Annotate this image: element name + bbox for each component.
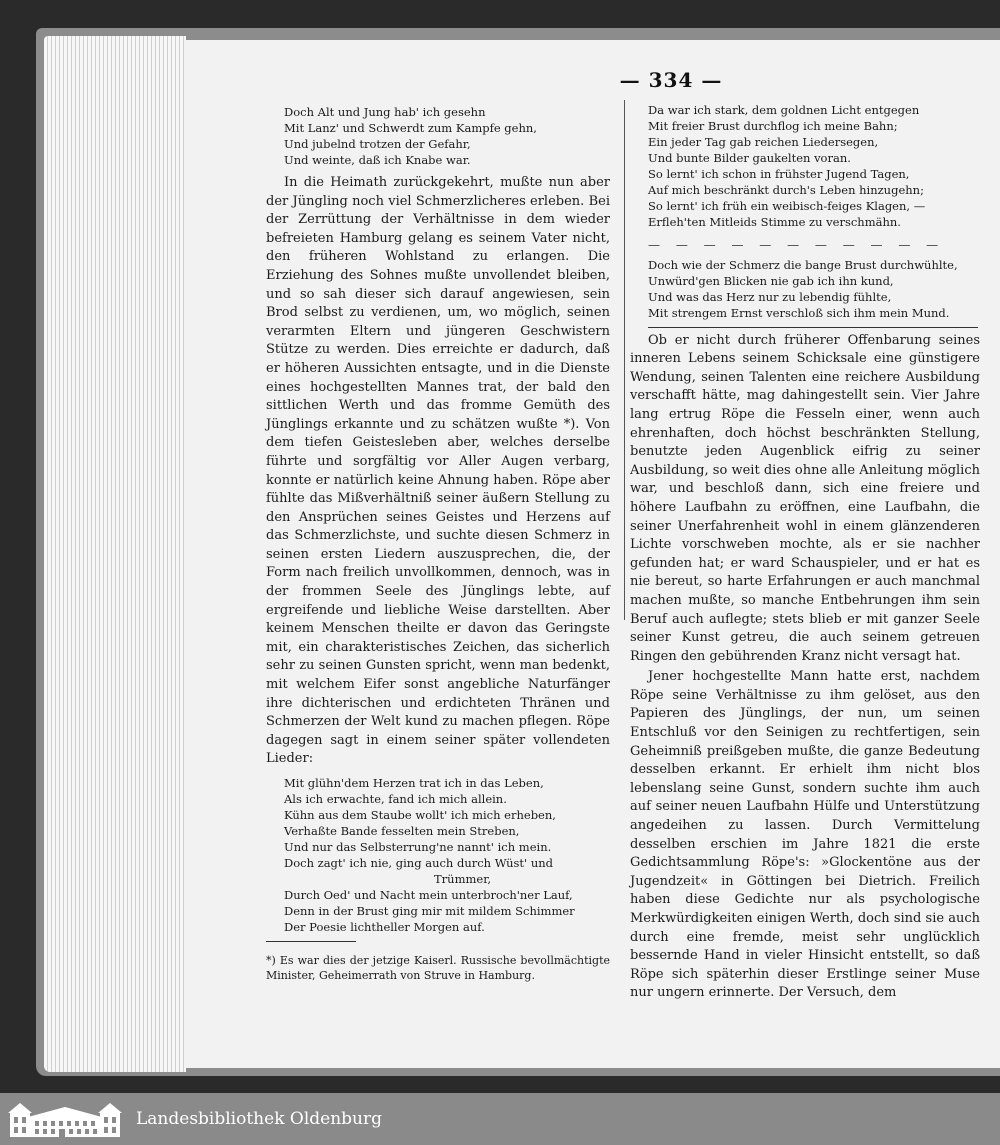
verse-rule — [648, 327, 978, 328]
verse-line: Und jubelnd trotzen der Gefahr, — [284, 137, 471, 151]
verse-line: Als ich erwachte, fand ich mich allein. — [284, 792, 507, 806]
verse-line: Doch wie der Schmerz die bange Brust durchwühlte, — [648, 257, 958, 272]
verse-line: Denn in der Brust ging mir mit mildem Schimmer — [284, 904, 575, 918]
verse-line: Da war ich stark, dem goldnen Licht entgegen — [648, 103, 920, 117]
verse-line: Und bunte Bilder gaukelten voran. — [648, 151, 851, 165]
verse-line: So lernt' ich schon in frühster Jugend Tagen, — [648, 167, 910, 181]
verse-line: Und nur das Selbsterrung'ne nannt' ich mein. — [284, 840, 552, 854]
verse-line: Mit strengem Ernst verschloß sich ihm mein Mund. — [648, 305, 950, 320]
verse-line: Durch Oed' und Nacht mein unterbroch'ner Lauf, — [284, 888, 573, 902]
body-paragraph: In die Heimath zurückgekehrt, mußte nun aber der Jüngling noch viel Schmerzlicheres erleben. Bei der Zerrüttung der Verhältnisse in dem wieder befreieten Hamburg gelang es seinem Vater nicht, den früheren Wohlstand zu erlangen. Die Erziehung des Sohnes mußte unvollendet bleiben, und so sah dieser sich darauf angewiesen, sein Brod selbst zu verdienen, um, wo möglich, seinen verarmten Eltern und jüngeren Geschwistern Stütze zu werden. Dies erreichte er dadurch, daß er höheren Aussichten entsagte, und in die Dienste eines hochgestellten Mannes trat, der bald den sittlichen Werth und das fromme Gemüth des Jünglings erkannte und zu schätzen wußte *). Von dem tiefen Geistesleben aber, welches derselbe führte und sorgfältig vor Aller Augen verbarg, konnte er natürlich keine Ahnung haben. Röpe aber fühlte das Mißverhältniß seiner äußern Stellung zu den Ansprüchen seines Geistes und Herzens auf das Schmerzlichste, und suchte diesen Schmerz in seinen ersten Liedern auszusprechen, die, der Form nach freilich unvollkommen, dennoch, was in der frommen Seele des Jünglings lebte, auf ergreifende und liebliche Weise darstellten. Aber keinem Menschen theilte er davon das Geringste mit, ein charakteristisches Zeichen, das sicherlich sehr zu seinen Gunsten spricht, wenn man bedenkt, mit welchem Eifer sonst angebliche Naturfänger ihre dichterischen und erdichteten Thränen und Schmerzen der Welt kund zu machen pflegen. Röpe dagegen sagt in einem seiner später vollendeten Lieder: — [266, 175, 610, 767]
verse-bottom-left — [284, 775, 610, 935]
column-divider — [624, 100, 625, 620]
footnote-separator — [266, 941, 356, 942]
page-number: — 334 — — [619, 68, 723, 92]
verse-line: Mit glühn'dem Herzen trat ich in das Leben, — [284, 776, 544, 790]
footnote: *) Es war dies der jetzige Kaiserl. Russische bevollmächtigte Minister, Geheimerrath von Struve in Hamburg. — [266, 954, 610, 982]
verse-line: So lernt' ich früh ein weibisch-feiges Klagen, — — [648, 199, 926, 213]
library-footer — [0, 1093, 1000, 1145]
verse-line: Mit Lanz' und Schwerdt zum Kampfe gehn, — [284, 121, 537, 135]
library-name: Landesbibliothek Oldenburg — [136, 1109, 383, 1129]
verse-mid-right — [648, 257, 980, 321]
verse-line: Erfleh'ten Mitleids Stimme zu verschmähn. — [648, 215, 901, 229]
body-paragraph: Ob er nicht durch früherer Offenbarung seines inneren Lebens seinem Schicksale eine günstigere Wendung, seinen Talenten eine reichere Ausbildung verschafft hätte, mag dahingestellt sein. Vier Jahre lang ertrug Röpe die Fesseln einer, wenn auch ehrenhaften, doch höchst beschränkten Stellung, benutzte jeden Augenblick eifrig zu seiner Ausbildung, so weit dies ohne alle Anleitung möglich war, und beschloß dann, sich eine freiere und höhere Laufbahn zu eröffnen, eine Laufbahn, die seiner Unerfahrenheit wohl in einem glänzenderen Lichte vorschweben mochte, als er sie nachher gefunden hat; er ward Schauspieler, und er hat es nie bereut, so harte Erfahrungen er auch manchmal machen mußte, so manche Entbehrungen ihm sein Beruf auch auflegte; stets blieb er mit ganzer Seele seiner Kunst getreu, die auch seinem getreuen Ringen den gebührenden Kranz nicht versagt hat. — [630, 332, 980, 664]
verse-line: Mit freier Brust durchflog ich meine Bahn; — [648, 119, 898, 133]
library-building-icon — [8, 1099, 122, 1139]
verse-line: Ein jeder Tag gab reichen Liedersegen, — [648, 135, 879, 149]
verse-line: Und weinte, daß ich Knabe war. — [284, 153, 471, 167]
verse-top-right — [648, 102, 980, 230]
verse-line: Der Poesie lichtheller Morgen auf. — [284, 920, 485, 934]
verse-line: Doch Alt und Jung hab' ich gesehn — [284, 105, 486, 119]
page-edges — [44, 36, 186, 1072]
verse-line: Auf mich beschränkt durch's Leben hinzugehn; — [648, 183, 924, 197]
verse-line: Verhaßte Bande fesselten mein Streben, — [284, 824, 520, 838]
dash-rule: — — — — — — — — — — — — [648, 238, 945, 252]
verse-line: Und was das Herz nur zu lebendig fühlte, — [648, 289, 892, 304]
left-column — [266, 104, 610, 994]
verse-line: Unwürd'gen Blicken nie gab ich ihn kund, — [648, 273, 894, 288]
verse-line: Kühn aus dem Staube wollt' ich mich erheben, — [284, 808, 556, 822]
right-column — [630, 102, 980, 1003]
verse-line: Doch zagt' ich nie, ging auch durch Wüst' und — [284, 856, 554, 870]
body-paragraph: Jener hochgestellte Mann hatte erst, nachdem Röpe seine Verhältnisse zu ihm gelöset, aus den Papieren des Jünglings, der nun, um seinen Entschluß vor den Seinigen zu rechtfertigen, sein Geheimniß preißgeben mußte, die ganze Bedeutung desselben erkannt. Er erhielt ihm nicht blos lebenslang seine Gunst, sondern suchte ihm auch auf seiner neuen Laufbahn Hülfe und Unterstützung angedeihen zu lassen. Durch Vermittelung desselben erschien im Jahre 1821 die erste Gedichtsammlung Röpe's: »Glockentöne aus der Jugendzeit« in Göttingen bei Dietrich. Freilich haben diese Gedichte nur als psychologische Merkwürdigkeiten einigen Werth, doch sind sie auch durch eine fremde, meist sehr unglücklich bessernde Hand in vieler Hinsicht entstellt, so daß Röpe sich späterhin dieser Erstlinge seiner Muse nur ungern erinnerte. Der Versuch, dem — [630, 669, 980, 1001]
book-page — [184, 40, 1000, 1068]
verse-line: Trümmer, — [434, 872, 492, 886]
verse-top-left — [284, 104, 610, 168]
